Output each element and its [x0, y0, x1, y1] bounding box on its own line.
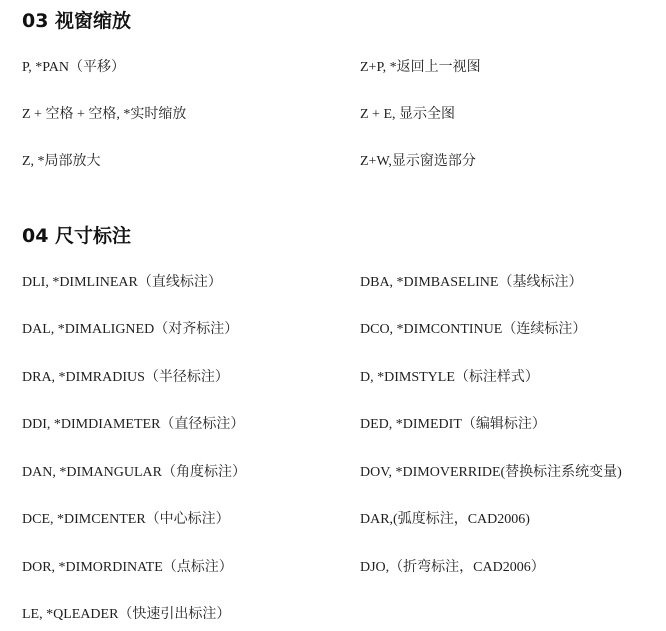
command-dimangular: DAN, *DIMANGULAR（角度标注）	[22, 465, 246, 480]
command-zoom-selection: Z+W,显示窗选部分	[360, 154, 476, 169]
section-title-dimension: 04 尺寸标注	[22, 225, 132, 247]
command-dimstyle: D, *DIMSTYLE（标注样式）	[360, 370, 539, 385]
command-dimdiameter: DDI, *DIMDIAMETER（直径标注）	[22, 417, 245, 432]
command-dimlinear: DLI, *DIMLINEAR（直线标注）	[22, 275, 222, 290]
command-dimcontinue: DCO, *DIMCONTINUE（连续标注）	[360, 322, 587, 337]
command-dimjogged: DJO,（折弯标注，CAD2006）	[360, 560, 545, 575]
command-pan: P, *PAN（平移）	[22, 60, 125, 75]
command-dimordinate: DOR, *DIMORDINATE（点标注）	[22, 560, 233, 575]
command-qleader: LE, *QLEADER（快速引出标注）	[22, 607, 231, 622]
command-dimcenter: DCE, *DIMCENTER（中心标注）	[22, 512, 230, 527]
command-dimarc: DAR,(弧度标注，CAD2006)	[360, 512, 530, 527]
command-dimedit: DED, *DIMEDIT（编辑标注）	[360, 417, 546, 432]
command-zoom-previous: Z+P, *返回上一视图	[360, 60, 481, 75]
command-zoom-window: Z, *局部放大	[22, 154, 101, 169]
command-dimaligned: DAL, *DIMALIGNED（对齐标注）	[22, 322, 239, 337]
command-dimradius: DRA, *DIMRADIUS（半径标注）	[22, 370, 229, 385]
command-dimoverride: DOV, *DIMOVERRIDE(替换标注系统变量)	[360, 465, 622, 480]
command-dimbaseline: DBA, *DIMBASELINE（基线标注）	[360, 275, 583, 290]
command-realtime-zoom: Z + 空格 + 空格, *实时缩放	[22, 107, 187, 122]
section-title-viewport-zoom: 03 视窗缩放	[22, 10, 132, 32]
command-zoom-extents: Z + E, 显示全图	[360, 107, 455, 122]
